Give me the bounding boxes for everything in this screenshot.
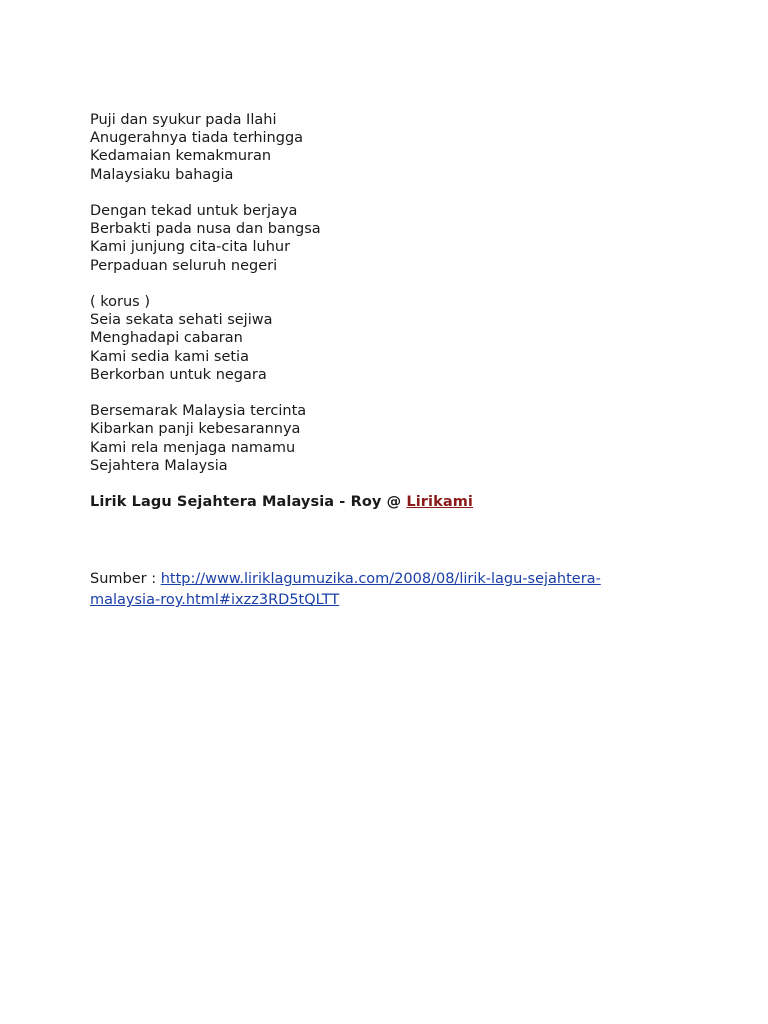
lyric-line: Sejahtera Malaysia xyxy=(90,457,228,474)
stanza-chorus xyxy=(90,293,730,384)
source-line xyxy=(90,569,730,611)
lyrics-document xyxy=(90,111,730,611)
source-label: Sumber : xyxy=(90,571,161,588)
lyric-line: Berbakti pada nusa dan bangsa xyxy=(90,221,321,238)
lyric-line: Anugerahnya tiada terhingga xyxy=(90,130,304,147)
lyric-line: Seia sekata sehati sejiwa xyxy=(90,312,273,329)
source-url-link[interactable] xyxy=(90,571,601,608)
stanza-1 xyxy=(90,111,730,184)
chorus-marker: ( korus ) xyxy=(90,294,150,310)
lyric-line: Dengan tekad untuk berjaya xyxy=(90,203,298,219)
stanza-4 xyxy=(90,402,730,475)
lyric-line: Kami rela menjaga namamu xyxy=(90,439,296,456)
lirikami-link[interactable]: Lirikami xyxy=(406,494,473,511)
stanza-2 xyxy=(90,202,730,275)
lyric-line: Malaysiaku bahagia xyxy=(90,166,234,183)
lyric-line: Perpaduan seluruh negeri xyxy=(90,257,278,274)
lyric-line: Kedamaian kemakmuran xyxy=(90,148,272,165)
source-url-part-2: malaysia-roy.html#ixzz3RD5tQLTT xyxy=(90,592,340,609)
lyric-line: Berkorban untuk negara xyxy=(90,366,267,383)
lyric-line: Puji dan syukur pada Ilahi xyxy=(90,112,277,128)
song-credit xyxy=(90,493,730,511)
lyric-line: Kibarkan panji kebesarannya xyxy=(90,421,301,438)
lyric-line: Bersemarak Malaysia tercinta xyxy=(90,403,307,420)
credit-text: Lirik Lagu Sejahtera Malaysia - Roy @ xyxy=(90,494,407,511)
lyric-line: Kami sedia kami setia xyxy=(90,348,249,365)
lyric-line: Kami junjung cita-cita luhur xyxy=(90,239,291,256)
source-url-part-1: http://www.liriklagumuzika.com/2008/08/lirik-lagu-sejahtera- xyxy=(160,571,601,588)
lyric-line: Menghadapi cabaran xyxy=(90,330,243,347)
